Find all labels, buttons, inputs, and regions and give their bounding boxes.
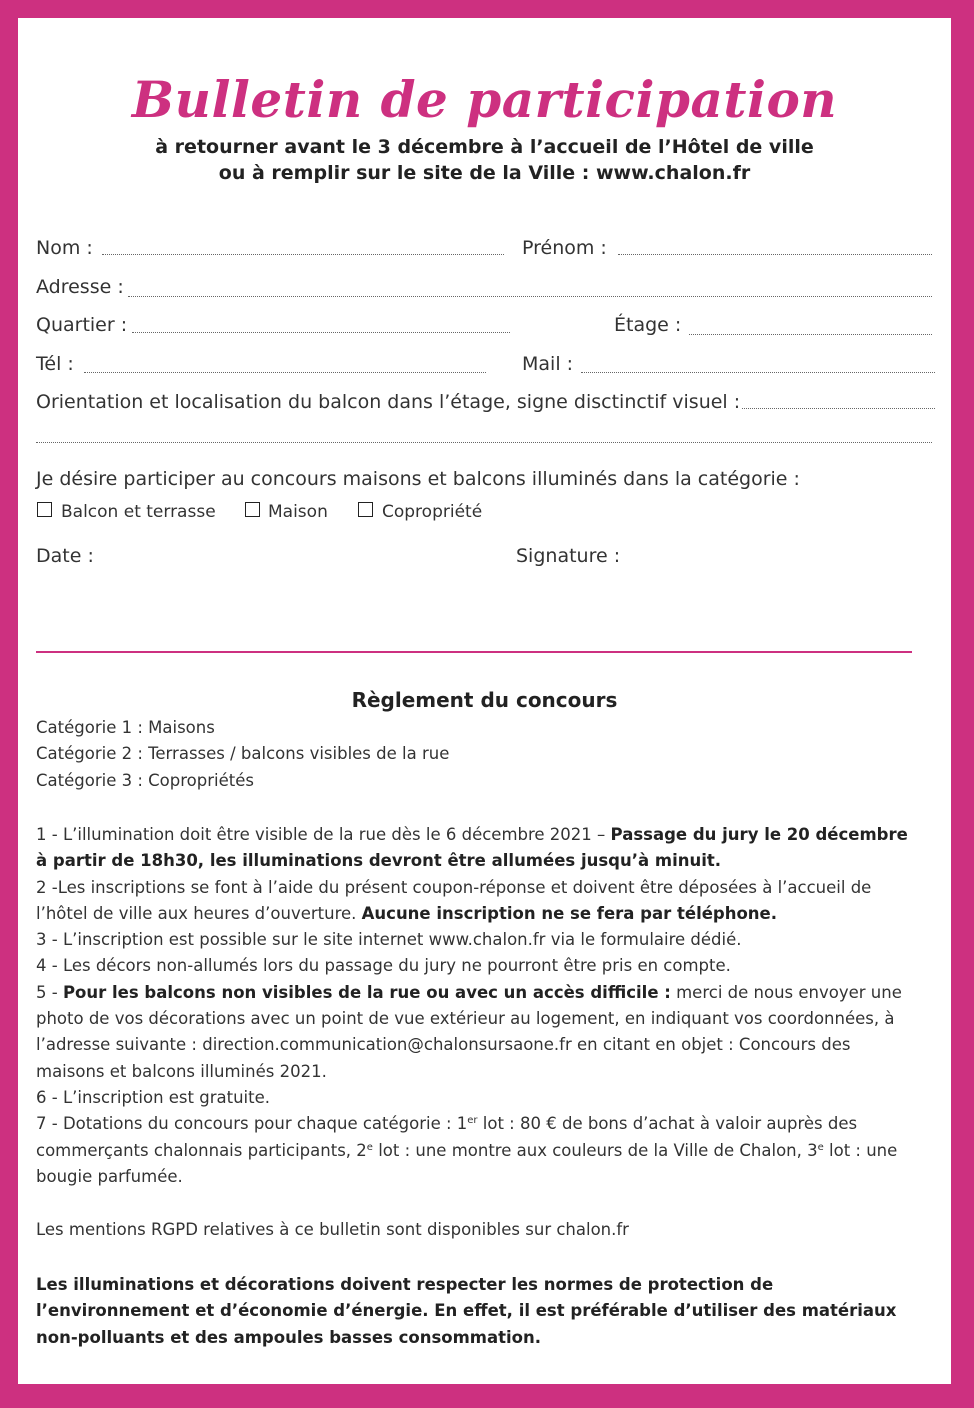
orientation-field[interactable] [742,408,935,409]
mail-field[interactable] [581,372,935,373]
categorie-1: Catégorie 1 : Maisons [36,718,215,737]
checkbox-copropriete[interactable] [358,502,373,517]
etage-label: Étage : [614,314,682,336]
mail-label: Mail : [522,353,574,375]
rule-7: 7 - Dotations du concours pour chaque catégorie : 1er lot : 80 € de bons d’achat à valoir auprès des commerçants chalonnais participants, 2e lot : une montre aux couleurs de la Ville de Chalon, 3e lot : une bougie parfumée. [36,1114,898,1186]
tel-field[interactable] [84,372,486,373]
form-page [18,18,951,1384]
rule-2: 2 -Les inscriptions se font à l’aide du présent coupon-réponse et doivent être déposées à l’accueil de l’hôtel de ville aux heures d’ouverture. Aucune inscription ne se fera par téléphone. [36,877,872,923]
signature-label: Signature : [516,545,621,567]
option-balcon-terrasse-label: Balcon et terrasse [61,502,216,522]
rule-4: 4 - Les décors non-allumés lors du passage du jury ne pourront être pris en compte. [36,956,731,976]
rules-block [36,822,916,1190]
subtitle-line-2: ou à remplir sur le site de la Ville : www.chalon.fr [218,162,751,184]
section-divider [36,651,912,653]
rule-5: 5 - Pour les balcons non visibles de la rue ou avec un accès difficile : merci de nous envoyer une photo de vos décorations avec un point de vue extérieur au logement, en indiquant vos coordonnées, à l’adresse suivante : direction.communication@chalonsursaone.fr en citant en objet : Concours des maisons et balcons illuminés 2021. [36,982,902,1081]
rgpd-note: Les mentions RGPD relatives à ce bulletin sont disponibles sur chalon.fr [36,1220,629,1239]
quartier-label: Quartier : [36,314,128,336]
nom-label: Nom : [36,237,93,259]
nom-field[interactable] [102,254,504,255]
tel-label: Tél : [36,353,74,375]
reglement-title: Règlement du concours [351,688,618,712]
rule-1: 1 - L’illumination doit être visible de la rue dès le 6 décembre 2021 – Passage du jury le 20 décembre à partir de 18h30, les illuminations devront être allumées jusqu’à minuit. [36,825,908,871]
categorie-3: Catégorie 3 : Copropriétés [36,771,254,790]
option-copropriete-label: Copropriété [382,502,483,522]
rule-6: 6 - L’inscription est gratuite. [36,1087,270,1107]
orientation-label: Orientation et localisation du balcon dans l’étage, signe disctinctif visuel : [36,391,741,413]
adresse-label: Adresse : [36,276,124,298]
rule-3: 3 - L’inscription est possible sur le site internet www.chalon.fr via le formulaire dédié. [36,930,742,950]
categorie-intro: Je désire participer au concours maisons et balcons illuminés dans la catégorie : [36,468,800,490]
environment-note: Les illuminations et décorations doivent respecter les normes de protection de l’environnement et d’économie d’énergie. En effet, il est préférable d’utiliser des matériaux non-polluants et des ampoules basses consommation. [36,1275,897,1347]
categorie-2: Catégorie 2 : Terrasses / balcons visibles de la rue [36,744,450,763]
subtitle-line-1: à retourner avant le 3 décembre à l’accueil de l’Hôtel de ville [155,136,814,158]
option-maison-label: Maison [268,502,328,522]
etage-field[interactable] [689,334,932,335]
orientation-field-line-2[interactable] [36,442,932,443]
adresse-field[interactable] [128,296,932,297]
prenom-label: Prénom : [522,237,607,259]
page-title: Bulletin de participation [131,70,838,129]
prenom-field[interactable] [618,254,932,255]
date-label: Date : [36,545,94,567]
checkbox-maison[interactable] [245,502,260,517]
checkbox-balcon-terrasse[interactable] [37,502,52,517]
quartier-field[interactable] [132,332,510,333]
